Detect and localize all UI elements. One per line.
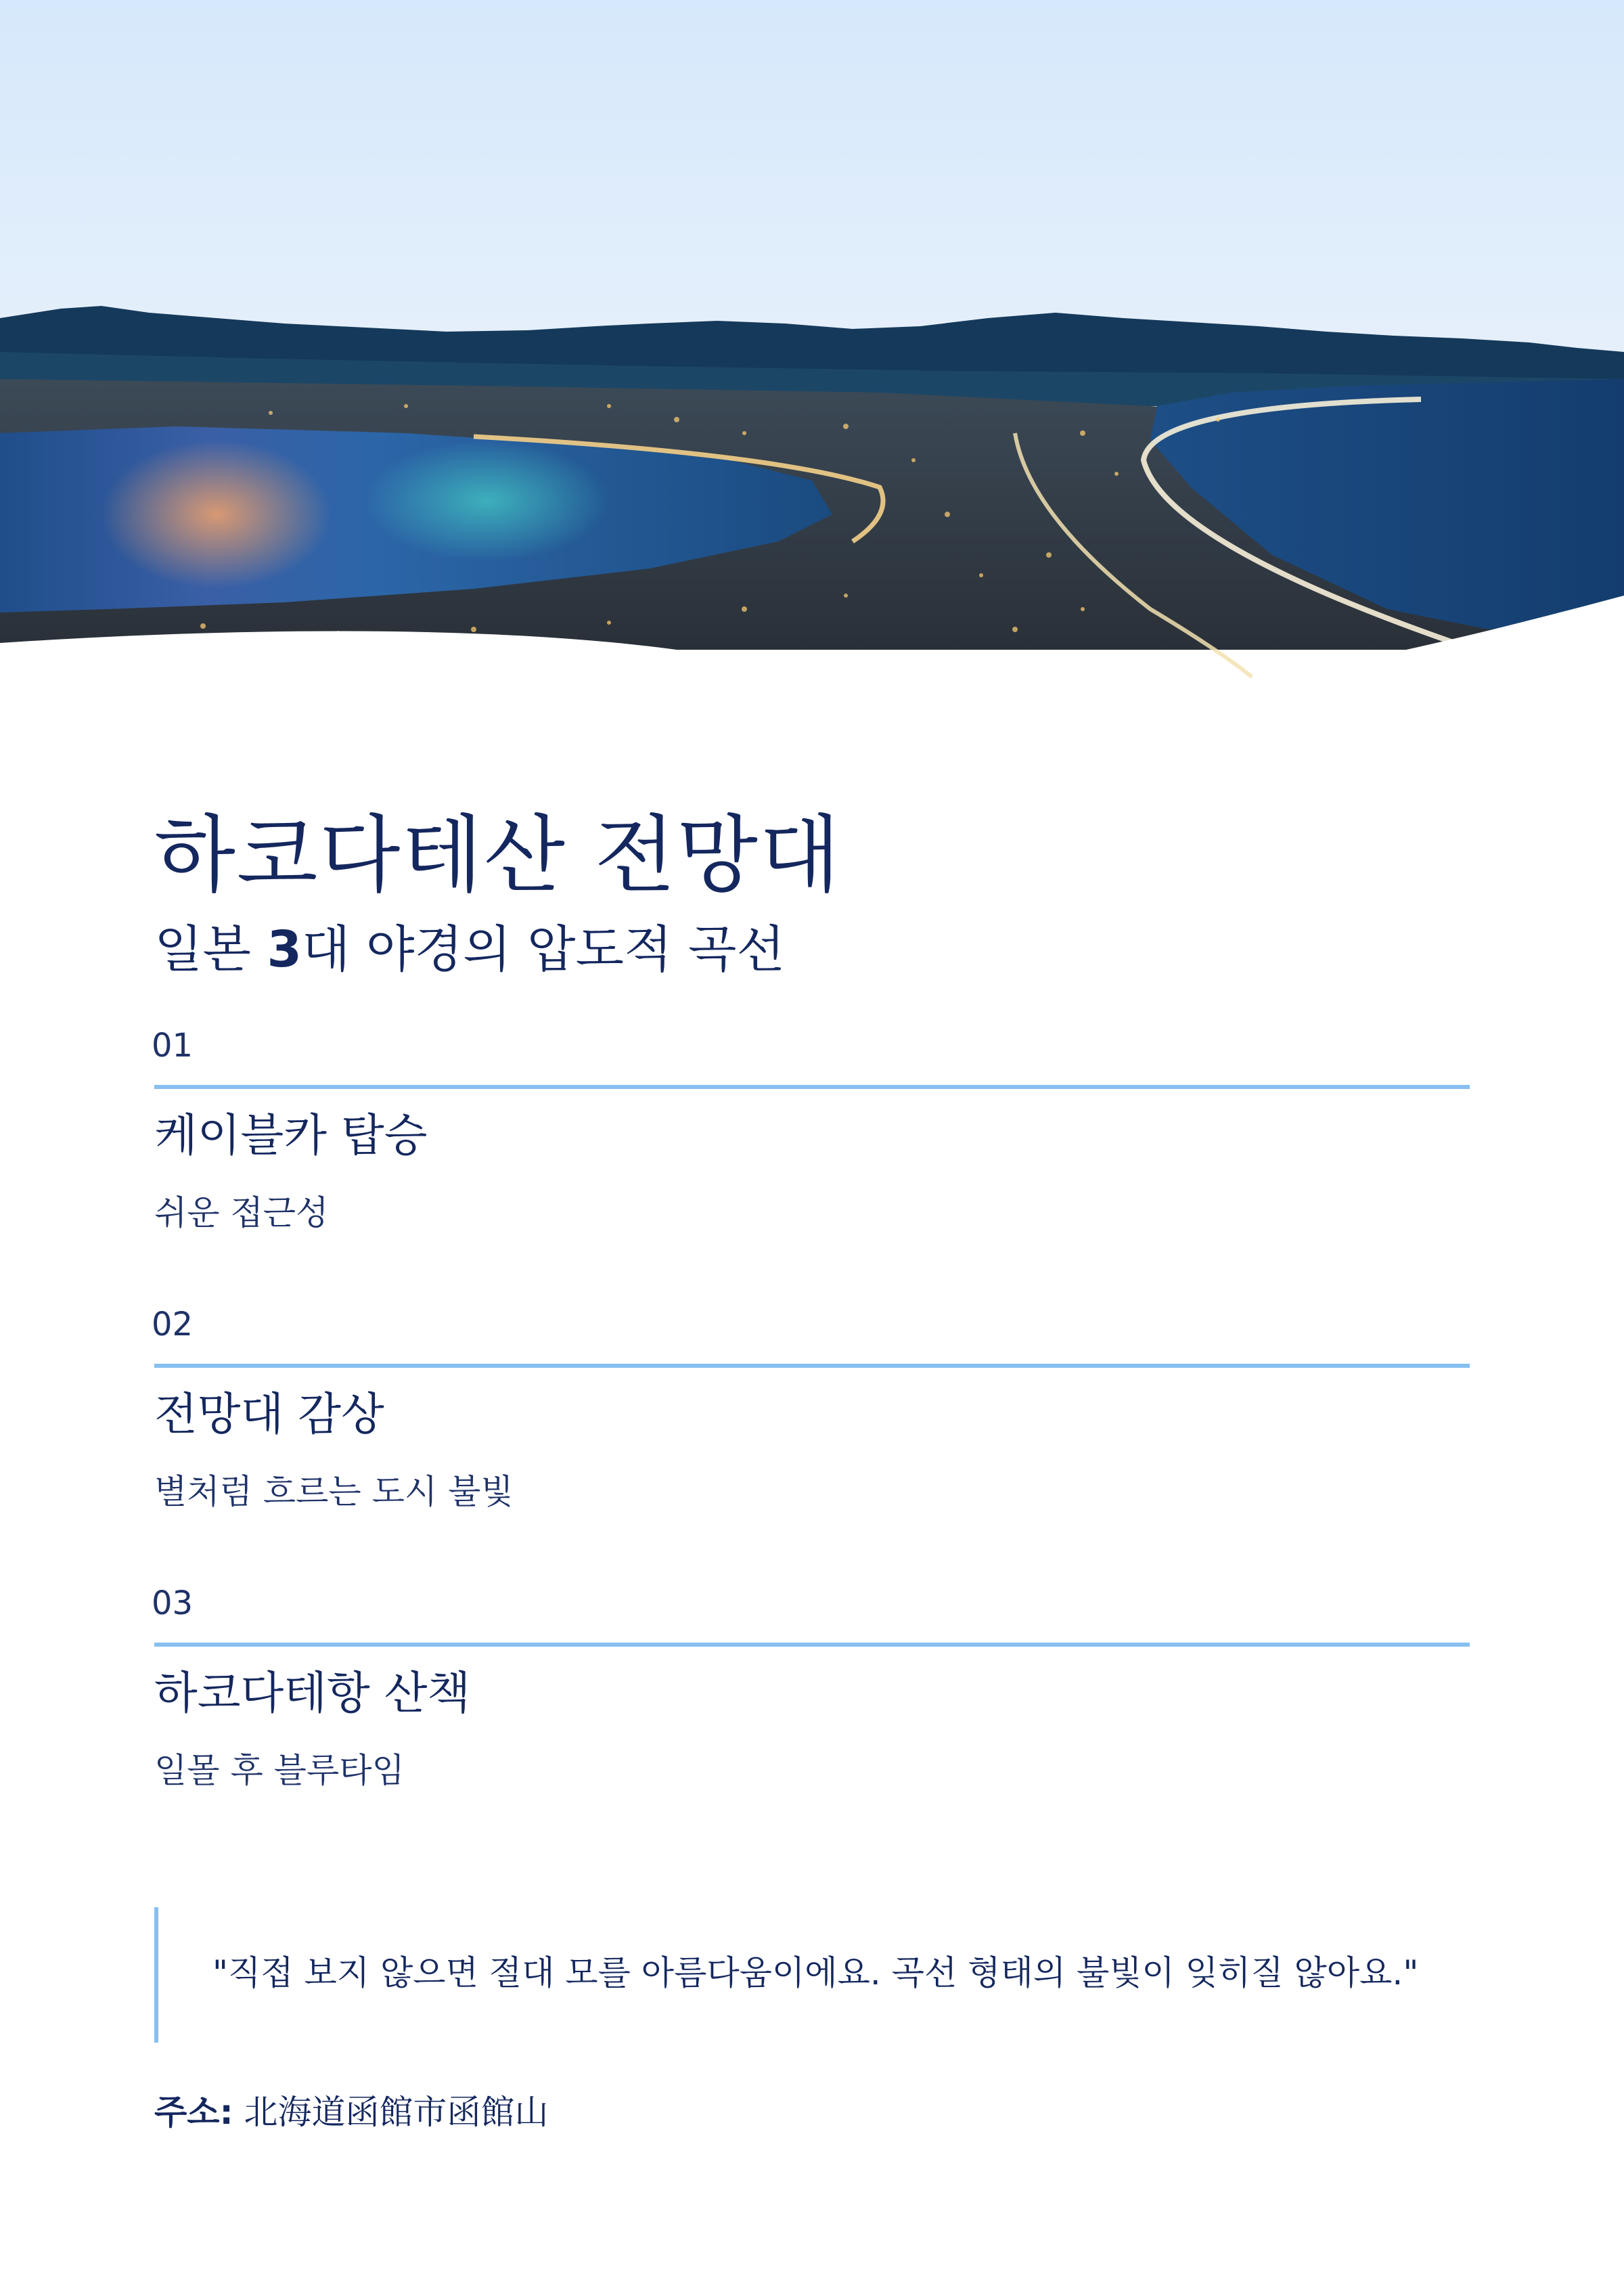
section-item [154, 1584, 1470, 1863]
subtitle-number: 3 [267, 920, 302, 979]
subtitle-prefix: 일본 [154, 920, 267, 979]
content-area [154, 805, 1470, 1863]
section-title: 케이블카 탑승 [154, 1109, 428, 1162]
section-list [154, 1027, 1470, 1863]
bay-reflection-teal [365, 440, 609, 562]
quote-text: "직접 보지 않으면 절대 모를 아름다움이에요. 곡선 형태의 불빛이 잊히질 않아요." [212, 1953, 1419, 1993]
testimonial-quote [154, 1907, 1470, 2043]
section-number: 01 [152, 1027, 194, 1065]
subtitle-suffix: 대 야경의 압도적 곡선 [302, 920, 785, 979]
section-title: 전망대 감상 [154, 1388, 384, 1441]
section-number: 03 [152, 1584, 194, 1623]
section-divider [154, 1643, 1470, 1647]
page-subtitle [154, 918, 1470, 981]
section-divider [154, 1085, 1470, 1089]
address-line [154, 2091, 549, 2134]
section-title: 하코다테항 산책 [154, 1667, 471, 1720]
section-item [154, 1027, 1470, 1306]
section-divider [154, 1364, 1470, 1368]
section-description: 일몰 후 블루타임 [154, 1751, 405, 1791]
address-label: 주소: [154, 2093, 233, 2132]
section-description: 별처럼 흐르는 도시 불빛 [154, 1472, 514, 1512]
address-value: 北海道函館市函館山 [233, 2093, 549, 2132]
bay-reflection-orange [102, 440, 332, 589]
hero-night-view-image [0, 0, 1624, 717]
section-description: 쉬운 접근성 [154, 1193, 329, 1233]
page-title: 하코다테산 전망대 [154, 807, 842, 904]
section-number: 02 [152, 1306, 194, 1344]
section-item [154, 1306, 1470, 1584]
